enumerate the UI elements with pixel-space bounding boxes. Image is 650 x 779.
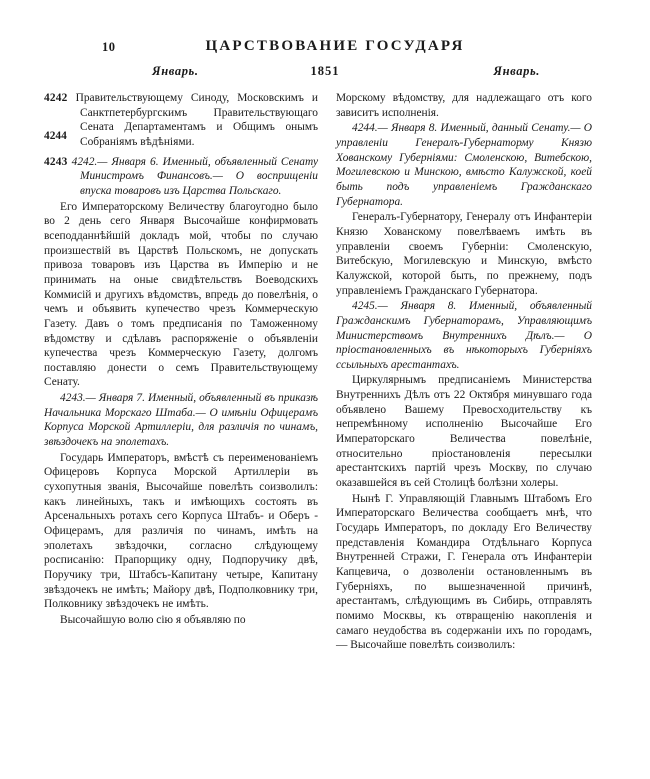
entry-4242-body: Его Императорскому Величеству благоугодно было во 2 день сего Января Высочайше конфирмовать всеподданнѣйшій докладъ мой, чтобы по случаю произшествій въ Царствѣ Польскомъ, не допускать привоза товаровъ изъ Царства въ Имперію и не принимать на оные свидѣтельствъ Воеводскихъ Коммисій и другихъ вѣдомствъ, впредь до повелѣнія, о чемъ и объявить купечество чрезъ Коммерческую Газету. Давъ о томъ предписанія по Таможенному вѣдомству и сдѣлавъ распоряженіе о объявленіи купечества чрезъ Коммерческую Газету, долгомъ поставляю донести о семъ Правительствующему Сенату.: [44, 200, 318, 389]
entry-4243-tail: Высочайшую волю сію я объявляю по: [60, 613, 246, 626]
entry-4245-body: Циркулярнымъ предписаніемъ Министерства Внутреннихъ Дѣлъ отъ 22 Октября минувшаго года объявлено Вашему Превосходительству къ непремѣнному исполненію Высочайше Его Императорскаго Величества повелѣніе, относительно пріостановленія пересылки арестантскихъ партій чрезъ Москву, по случаю оказавшейся въ сей Столицѣ болѣзни холеры.: [336, 374, 592, 490]
entry-4242-continuation-text: Правительствующему Синоду, Московскимъ и Санктпетербургскимъ Правительствующаго Сената Департаментамъ и Общимъ онымъ Собраніямъ вѣдѣніями.: [75, 92, 318, 148]
two-column-body: [44, 91, 606, 654]
margin-number-4242: 4242: [44, 92, 68, 104]
left-column: [44, 91, 318, 654]
entry-4243-heading: 4243.— Января 7. Именный, объявленный въ приказѣ Начальника Морскаго Штаба.— О имѣніи Офицерамъ Корпуса Морской Артиллеріи, для различія по чинамъ, звѣздочекъ на эполетахъ.: [44, 392, 318, 449]
entry-4243-body: Государь Императоръ, вмѣстѣ съ переименованіемъ Офицеровъ Корпуса Морской Артиллеріи въ сухопутныя званія, Высочайше повелѣть соизволилъ: какъ линейныхъ, такъ и имѣющихъ состоять въ Арсенальныхъ ротахъ сего Корпуса Штабъ- и Оберъ - Офицерамъ, для различія по чинамъ, имѣть на эполетахъ звѣздочки, согласно слѣдующему росписанію: Прапорщику одну, Подпоручику двѣ, Поручику три, Штабсъ-Капитану четыре, Капитану звѣздочекъ не имѣть; Майору двѣ, Подполковнику три, Полковнику звѣздочекъ не имѣть.: [44, 451, 318, 611]
margin-number-4243: 4243: [44, 155, 68, 168]
margin-number-4244: 4244: [44, 130, 67, 142]
entry-4243-continuation: Морскому вѣдомству, для надлежащаго отъ кого зависитъ исполненія.: [336, 92, 592, 119]
subheader-row: [44, 64, 606, 84]
year-center: 1851: [310, 64, 340, 78]
entry-4245-heading: 4245.— Января 8. Именный, объявленный Гражданскимъ Губернаторамъ, Управляющимъ Министерствомъ Внутреннихъ Дѣлъ.— О пріостановленныхъ въ нѣкоторыхъ Губерніяхъ ссыльныхъ арестантахъ.: [336, 300, 592, 371]
page-header: [44, 38, 606, 60]
month-right: Январь.: [493, 64, 540, 78]
entry-4242-heading: [44, 155, 318, 199]
page-number: 10: [102, 40, 116, 54]
entry-4244-body: Генералъ-Губернатору, Генералу отъ Инфантеріи Князю Хованскому повелѣваемъ имѣть въ управленіи своемъ Губерніи: Смоленскую, Витебскую, Могилевскую и Минскую, вмѣсто Калужской, которой быть, по прежнему, подъ управленіемъ Гражданскаго Губернатора.: [336, 211, 592, 297]
entry-4244-heading: 4244.— Января 8. Именный, данный Сенату.— О управленіи Генералъ-Губернаторму Князю Хованскому Губерніями: Смоленскою, Витебскою, Могилевскою и Минскою, вмѣсто Калужской, коей быть подъ управленіемъ Гражданскаго Губернатора.: [336, 122, 592, 208]
right-column: [318, 91, 592, 654]
month-left: Январь.: [152, 64, 199, 78]
entry-4242-continuation: [44, 91, 318, 150]
running-title: ЦАРСТВОВАНИЕ ГОСУДАРЯ: [205, 38, 465, 54]
entry-4245-body-continued: Нынѣ Г. Управляющій Главнымъ Штабомъ Его Императорскаго Величества сообщаетъ мнѣ, что Государь Императоръ, по докладу Его Величеству представленія Командира Отдѣльнаго Корпуса Внутренней Стражи, Г. Генерала отъ Инфантеріи Капцевича, о дозволеніи остановленнымъ въ Губерніяхъ, по вышезначенной причинѣ, арестантамъ, слѣдующимъ въ Сибирь, отправлять помимо Москвы, къ отвращенію накопленія и самаго неудобства въ содержаніи ихъ по городамъ,— Высочайше повелѣть соизволилъ:: [336, 492, 592, 652]
entry-4242-heading-text: 4242.— Января 6. Именный, объявленный Сенату Министромъ Финансовъ.— О восприщеніи впуска товаровъ изъ Царства Польскаго.: [71, 155, 318, 197]
